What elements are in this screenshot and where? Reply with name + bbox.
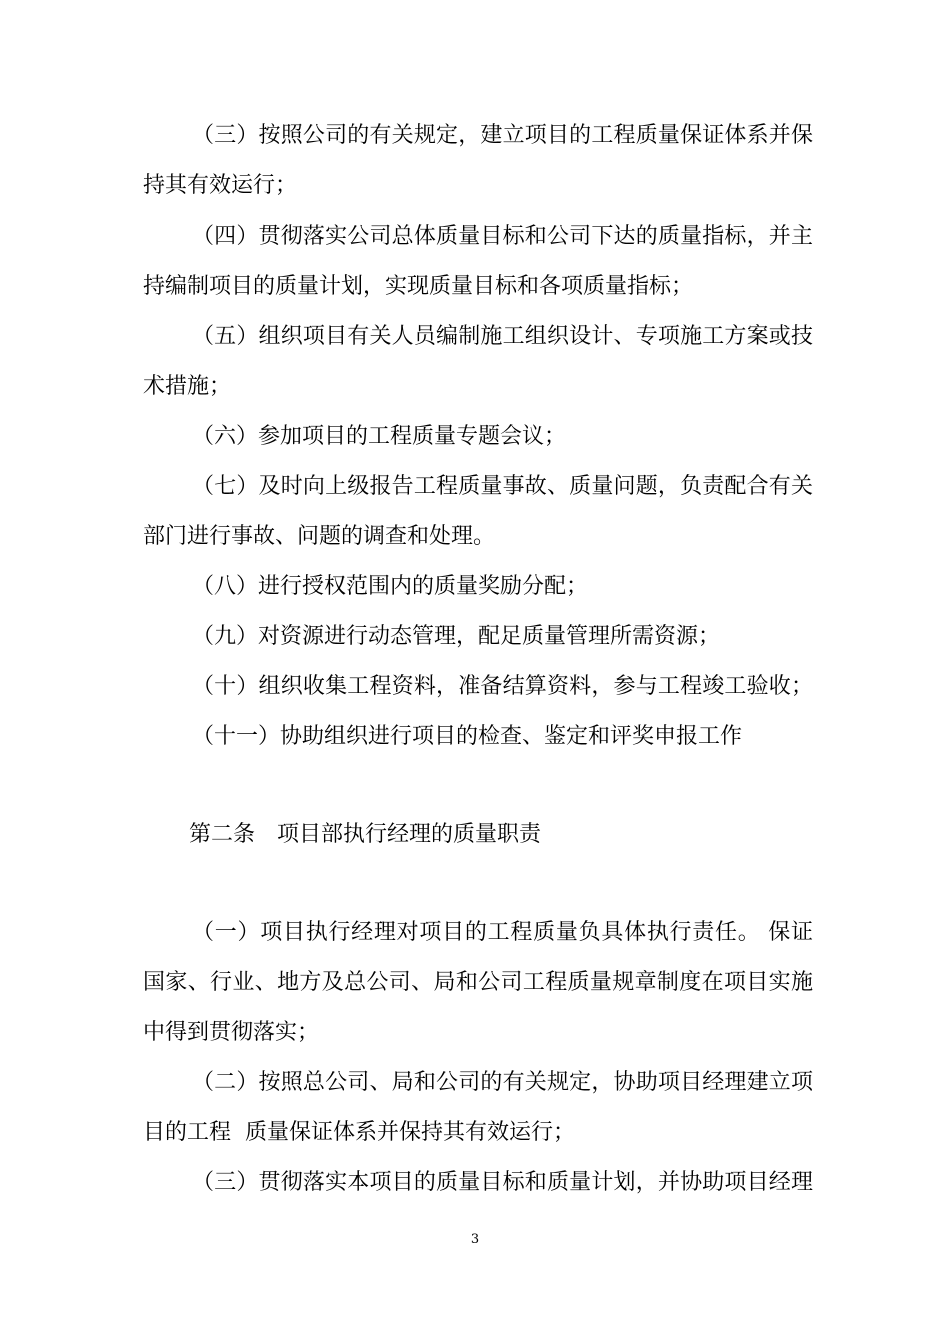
paragraph-11-line-1: （十一）协助组织进行项目的检查、鉴定和评奖申报工作 xyxy=(192,724,743,749)
duty-1-line-3: 中得到贯彻落实； xyxy=(143,1020,320,1045)
paragraph-7-line-2: 部门进行事故、问题的调查和处理。 xyxy=(143,524,496,549)
duty-2-line-2: 目的工程 质量保证体系并保持其有效运行； xyxy=(143,1120,575,1145)
paragraph-4-line-1: （四）贯彻落实公司总体质量目标和公司下达的质量指标，并主 xyxy=(192,224,813,249)
duty-2-line-1: （二）按照总公司、局和公司的有关规定，协助项目经理建立项 xyxy=(192,1070,813,1095)
paragraph-4-line-2: 持编制项目的质量计划，实现质量目标和各项质量指标； xyxy=(143,274,694,299)
section-heading: 第二条 项目部执行经理的质量职责 xyxy=(189,822,542,847)
paragraph-7-line-1: （七）及时向上级报告工程质量事故、质量问题，负责配合有关 xyxy=(192,474,813,499)
paragraph-9-line-1: （九）对资源进行动态管理，配足质量管理所需资源； xyxy=(192,624,721,649)
duty-3-line-1: （三）贯彻落实本项目的质量目标和质量计划，并协助项目经理 xyxy=(192,1170,813,1195)
paragraph-3-line-2: 持其有效运行； xyxy=(143,173,298,198)
paragraph-6-line-1: （六）参加项目的工程质量专题会议； xyxy=(192,424,567,449)
paragraph-3-line-1: （三）按照公司的有关规定，建立项目的工程质量保证体系并保 xyxy=(192,123,813,148)
duty-1-line-1: （一）项目执行经理对项目的工程质量负具体执行责任。 保证 xyxy=(192,920,813,945)
paragraph-5-line-1: （五）组织项目有关人员编制施工组织设计、专项施工方案或技 xyxy=(192,324,813,349)
page-number: 3 xyxy=(470,1232,480,1247)
paragraph-5-line-2: 术措施； xyxy=(143,374,232,399)
paragraph-8-line-1: （八）进行授权范围内的质量奖励分配； xyxy=(192,574,589,599)
duty-1-line-2: 国家、行业、地方及总公司、局和公司工程质量规章制度在项目实施 xyxy=(143,970,813,995)
paragraph-10-line-1: （十）组织收集工程资料，准备结算资料，参与工程竣工验收； xyxy=(192,674,813,699)
